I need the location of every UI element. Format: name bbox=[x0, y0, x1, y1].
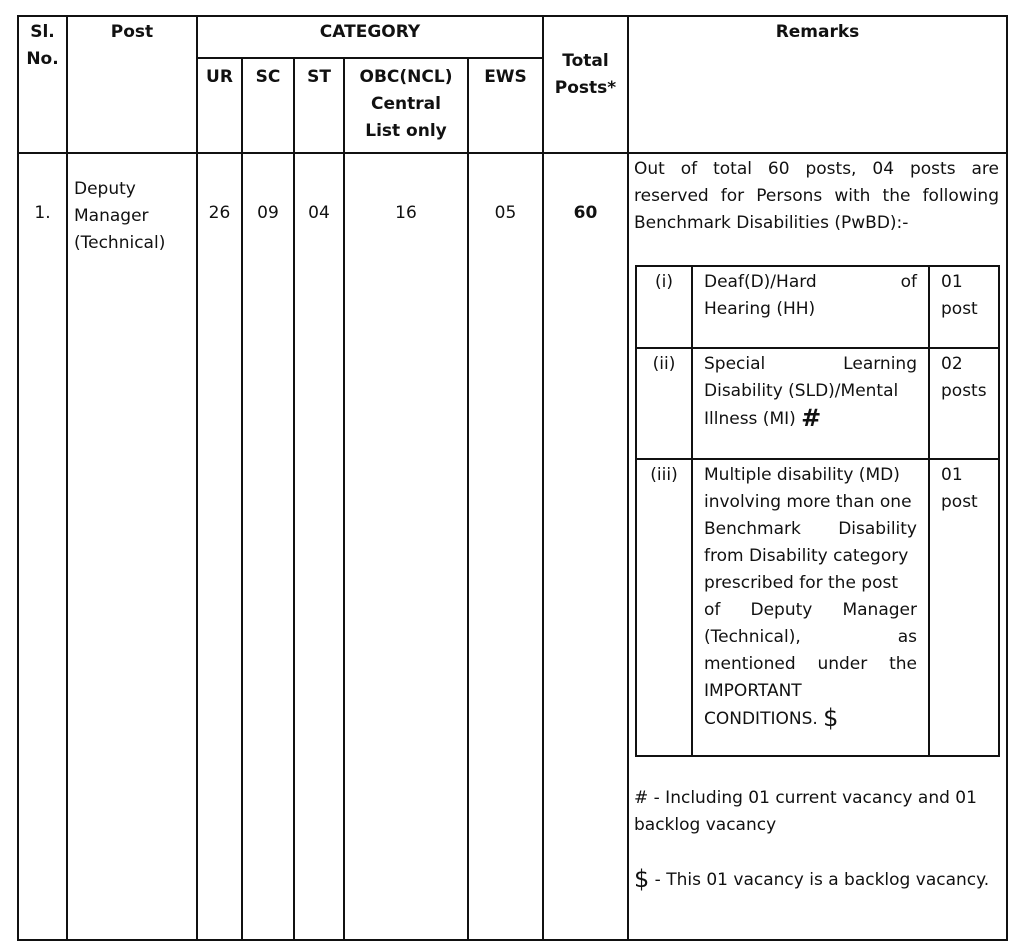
col-line-ews bbox=[467, 57, 469, 941]
row-sl-no: 1. bbox=[34, 203, 51, 223]
header-sc: SC bbox=[255, 67, 281, 87]
row-sc: 09 bbox=[257, 203, 279, 223]
col-line-post bbox=[66, 15, 68, 941]
header-ur: UR bbox=[206, 67, 233, 87]
row-total-posts: 60 bbox=[573, 203, 598, 223]
disability-count: 01 post bbox=[941, 272, 978, 319]
inner-table-right bbox=[998, 265, 1000, 757]
header-st: ST bbox=[307, 67, 331, 87]
footnote-hash: # - Including 01 current vacancy and 01 backlog vacancy bbox=[634, 788, 977, 835]
header-bottom-line bbox=[17, 152, 1008, 154]
disability-count: 01 post bbox=[941, 465, 978, 512]
table-border-right bbox=[1006, 15, 1008, 941]
remarks-intro: Out of total 60 posts, 04 posts are reserved for Persons with the following Benchmark Disabilities (PwBD):- bbox=[634, 159, 999, 233]
category-subheader-line bbox=[196, 57, 544, 59]
col-line-ur bbox=[196, 15, 198, 941]
col-line-sc bbox=[241, 57, 243, 941]
inner-row-line-1 bbox=[635, 347, 1000, 349]
disability-num: (ii) bbox=[652, 354, 676, 374]
table-border-top bbox=[17, 15, 1008, 17]
col-line-total bbox=[542, 15, 544, 941]
table-border-left bbox=[17, 15, 19, 941]
hash-mark: # bbox=[801, 404, 822, 432]
row-obc: 16 bbox=[395, 203, 417, 223]
header-sl-no: Sl. No. bbox=[26, 22, 59, 69]
col-line-remarks bbox=[627, 15, 629, 941]
row-post: Deputy Manager (Technical) bbox=[74, 179, 166, 253]
disability-desc: Special Learning Disability (SLD)/Mental Illness (MI) # bbox=[704, 354, 917, 432]
header-total-posts: Total Posts* bbox=[554, 51, 617, 98]
inner-table-bottom bbox=[635, 755, 1000, 757]
inner-table-top bbox=[635, 265, 1000, 267]
footnote-dollar: $ - This 01 vacancy is a backlog vacancy. bbox=[634, 865, 990, 893]
inner-table-left bbox=[635, 265, 637, 757]
header-ews: EWS bbox=[484, 67, 527, 87]
col-line-obc bbox=[343, 57, 345, 941]
inner-col-line-count bbox=[928, 265, 930, 757]
dollar-mark: $ bbox=[823, 704, 839, 732]
header-post: Post bbox=[110, 22, 154, 42]
inner-row-line-2 bbox=[635, 458, 1000, 460]
row-st: 04 bbox=[308, 203, 330, 223]
header-remarks: Remarks bbox=[775, 22, 860, 42]
disability-count: 02 posts bbox=[941, 354, 987, 401]
col-line-st bbox=[293, 57, 295, 941]
header-category: CATEGORY bbox=[319, 22, 421, 42]
row-ews: 05 bbox=[494, 203, 517, 223]
disability-desc: Deaf(D)/Hard of Hearing (HH) bbox=[704, 272, 917, 319]
table-border-bottom bbox=[17, 939, 1008, 941]
disability-num: (i) bbox=[655, 272, 673, 292]
disability-num: (iii) bbox=[650, 465, 678, 485]
row-ur: 26 bbox=[208, 203, 231, 223]
inner-col-line-desc bbox=[691, 265, 693, 757]
disability-desc: Multiple disability (MD) involving more than one Benchmark Disability from Disability category prescribed for the post of Deputy Manager (Technical), as mentioned under the IMPORTANT CONDITIONS. $ bbox=[704, 465, 917, 732]
header-obc: OBC(NCL) Central List only bbox=[359, 67, 453, 141]
